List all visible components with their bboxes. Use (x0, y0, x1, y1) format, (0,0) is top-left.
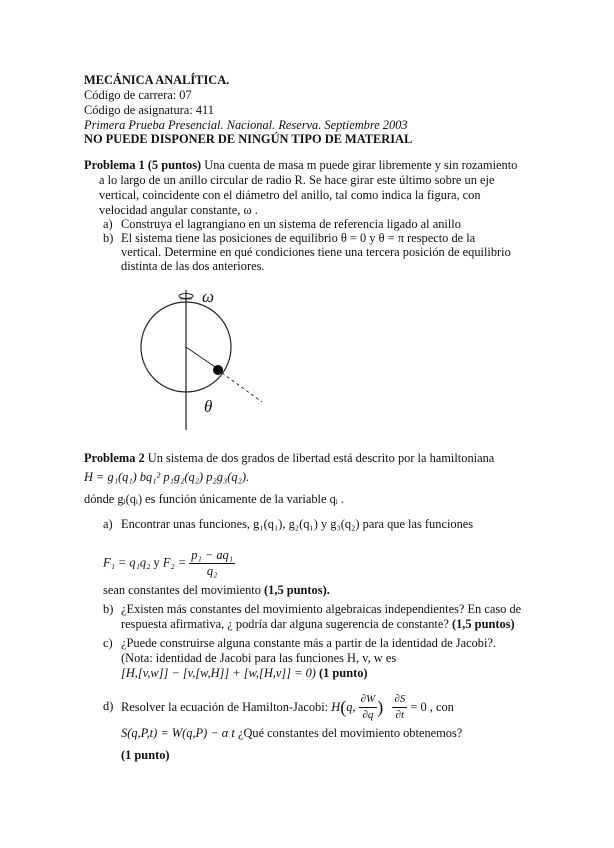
problem2-c-line2: (Nota: identidad de Jacobi para las funciones H, v, w es (121, 651, 397, 665)
dS: ∂S (392, 692, 407, 708)
problem2-c-label: c) (103, 636, 113, 650)
problem2-c-line1: ¿Puede construirse alguna constante más a partir de la identidad de Jacobi?. (121, 636, 497, 650)
ring (141, 302, 231, 392)
problem1-b-line3: distinta de las dos anteriores. (121, 259, 265, 273)
hj-q: q, (346, 700, 356, 714)
f2-left: F₂ = (162, 555, 187, 570)
problem2-c-line3 (121, 666, 368, 681)
hj-H: H (331, 700, 341, 714)
theta-label: θ (204, 397, 213, 416)
d-line1-text: Resolver la ecuación de Hamilton-Jacobi: (121, 700, 329, 714)
a-conclusion-text: sean constantes del movimiento (103, 583, 265, 597)
b-line2-text: respuesta afirmativa, ¿ podría dar alguna sugerencia de constante? (121, 617, 452, 631)
f1-formula: F₁ = q₁q₂ (103, 555, 151, 570)
problem2-b-label: b) (103, 602, 114, 616)
b-points: (1,5 puntos) (451, 617, 515, 631)
jacobi-identity: [H,[v,w]] − [v,[w,H]] + [w,[H,v]] = 0) (121, 666, 319, 680)
S-definition: S(q,P,t) = W(q,P) − α t (121, 726, 235, 740)
career-code: Código de carrera: 07 (84, 88, 192, 102)
problem2-a-conclusion (103, 583, 330, 598)
subject-code: Código de asignatura: 411 (84, 103, 214, 117)
where-text: dónde gᵢ(qᵢ) es función únicamente de la variable qᵢ . (84, 492, 344, 506)
exam-title: MECÁNICA ANALÍTICA. (84, 73, 230, 87)
problem1-line4: velocidad angular constante, ω . (99, 203, 258, 217)
problem1-line3: vertical, coincidente con el diámetro del anillo, tal como indica la figura, con (99, 188, 481, 202)
problem1-label: Problema 1 (5 puntos) (84, 158, 202, 172)
functions-formula (103, 548, 235, 579)
rotation-arrow-icon (179, 294, 193, 299)
problem2-d-line1: Resolver la ecuación de Hamilton-Jacobi: H(q, $\frac{\partial W}{\partial q}$ ) $\frac{\partial S}{\partial t}$ = 0 , con (121, 693, 454, 721)
c-points: (1 punto) (319, 666, 368, 680)
problem1-a-label: a) (103, 217, 113, 231)
problem1-line2: a lo largo de un anillo circular de radio R. Se hace girar este último sobre un eje (99, 173, 495, 187)
dW-dq-fraction (359, 692, 378, 723)
notice: NO PUEDE DISPONER DE NINGÚN TIPO DE MATERIAL (84, 132, 413, 146)
f2-fraction (189, 548, 235, 579)
a-points: (1,5 puntos). (264, 583, 330, 597)
dashed-extension (222, 373, 262, 402)
problem2-a-label: a) (103, 517, 113, 531)
problem2-label: Problema 2 (84, 451, 145, 465)
d-question: ¿Qué constantes del movimiento obtenemos? (234, 726, 463, 740)
hamiltonian: H = g₁(q₁) bq₁² p₁g₂(q₂) p₂g₃(q₂). (84, 470, 250, 484)
problem1-a-text: Construya el lagrangiano en un sistema de referencia ligado al anillo (121, 217, 461, 231)
problem2-intro (84, 451, 494, 466)
exam-info: Primera Prueba Presencial. Nacional. Reserva. Septiembre 2003 (84, 118, 408, 132)
omega-label: ω (202, 287, 215, 306)
problem2-intro-text: Un sistema de dos grados de libertad está descrito por la hamiltoniana (144, 451, 495, 465)
problem1-b-label: b) (103, 231, 114, 245)
problem2-b-line2 (121, 617, 515, 632)
bead (213, 365, 223, 375)
problem2-b-line1: ¿Existen más constantes del movimiento algebraicas independientes? En caso de (121, 602, 522, 616)
problem1-b-line1: El sistema tiene las posiciones de equilibrio θ = 0 y θ = π respecto de la (121, 231, 476, 245)
dW: ∂W (359, 692, 378, 708)
problem1-line1 (84, 158, 517, 173)
f2-numerator: p₁ − aq₁ (191, 548, 234, 562)
problem2-a-text: Encontrar unas funciones, g₁(q₁), g₂(q₁) y g₃(q₂) para que las funciones (121, 517, 474, 531)
f2-denominator: q₂ (206, 564, 218, 578)
radius-line (186, 347, 218, 369)
dq: ∂q (362, 709, 374, 721)
problem1-text: Una cuenta de masa m puede girar libremente y sin rozamiento (201, 158, 518, 172)
dS-dt-fraction (392, 692, 407, 723)
problem2-d-label: d) (103, 699, 114, 713)
f-separator: y (150, 555, 163, 570)
dt: ∂t (395, 709, 405, 721)
problem2-d-line2 (121, 726, 462, 741)
d-points: (1 punto) (121, 748, 170, 762)
problem1-b-line2: vertical. Determine en qué condiciones tiene una tercera posición de equilibrio (121, 245, 511, 259)
hj-tail: = 0 , con (410, 700, 454, 714)
